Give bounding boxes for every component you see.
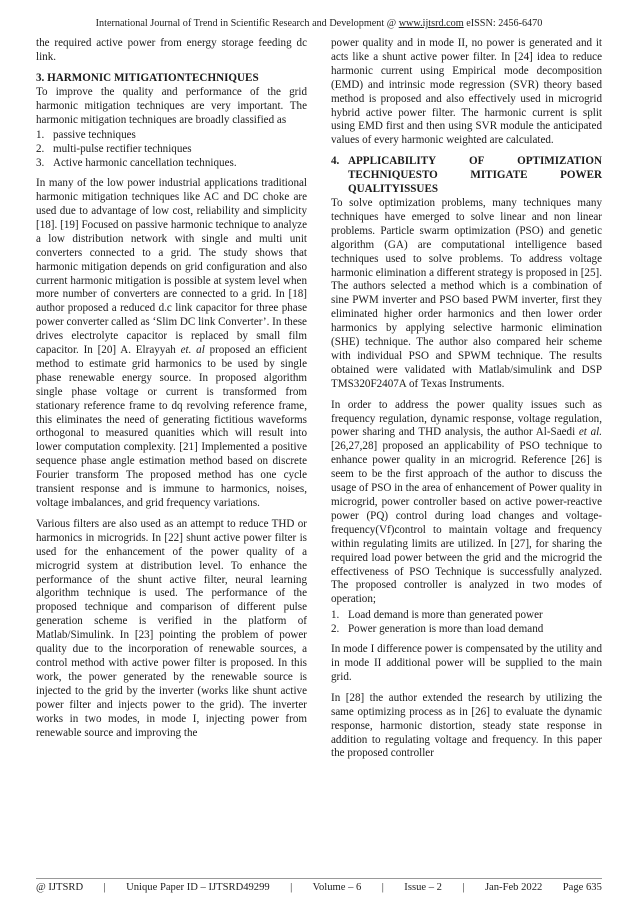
- section-heading: 4. APPLICABILITY OF OPTIMIZATION TECHNIQUESTO MITIGATE POWER QUALITYISSUES: [331, 155, 602, 196]
- footer-journal: @ IJTSRD: [36, 882, 84, 893]
- footer-paper-id: Unique Paper ID – IJTSRD49299: [126, 882, 270, 893]
- list-item: 2. Power generation is more than load demand: [331, 623, 544, 636]
- header-text: International Journal of Trend in Scientific Research and Development @: [95, 18, 399, 29]
- footer-divider: [36, 878, 602, 879]
- right-column: [331, 37, 602, 768]
- running-header: [0, 18, 638, 29]
- footer-separator: |: [381, 882, 384, 893]
- left-column: [36, 37, 307, 747]
- footer-date: Jan-Feb 2022: [484, 882, 543, 893]
- paragraph: To improve the quality and performance of the grid harmonic mitigation techniques are very important. The harmonic mitigation techniques are broadly classified as: [36, 85, 307, 126]
- footer-separator: |: [290, 882, 293, 893]
- footer-separator: |: [462, 882, 465, 893]
- paragraph: In mode I difference power is compensated by the utility and in mode II additional power will be supplied to the main grid.: [331, 643, 602, 683]
- paragraph: In many of the low power industrial applications traditional harmonic mitigation techniques like AC and DC choke are used due to advantage of low cost, reliability and simplicity [18]. [19] Focused on passive harmonic technique to analyze a low distribution network with single and multi unit converters connected to a grid. The study shows that harmonic mitigation depends on grid configuration and also current harmonic mitigation is possible at system level when more number of converters are connected to a grid. In [18] author proposed a reduced d.c link capacitor for three phase power converter called as ‘Slim DC link Converter’. In these drives electrolyte capacitor is replaced by small film capacitor. In [20] A. Elrayyah et. al proposed an efficient method to estimate grid harmonics to be used by single phase renewable energy source. In proposed algorithm single phase voltage or current is transformed from stationary reference frame to dq revolving reference frame, this eliminates the need of generating fictitious waveforms orthogonal to measured quanities which will result into lower computation complexity. [21] Implemented a positive sequence phase angle estimation method based on discrete Fourier transform The proposed method has one cycle transient response and is immune to harmonics, noises, voltage imbalances, and grid frequency variations.: [36, 177, 308, 509]
- list-item: 3. Active harmonic cancellation techniques.: [36, 157, 237, 170]
- paragraph: the required active power from energy storage feeding dc link.: [36, 37, 307, 63]
- paragraph: To solve optimization problems, many techniques many techniques have emerged to solve linear and non linear problems. Particle swarm optimization (PSO) and genetic algorithm (GA) are computational intelligence based techniques used to solve problems. To address voltage harmonic elimination a different strategy is proposed in [25]. The authors selected a method which is a combination of sine PWM inverter and PSO based PWM inverter, first they eliminated higher order harmonics and then lower order harmonics by applying selective harmonic elimination (SHE) technique. The author also compared heir scheme with individual PSO and SPWM technique. The results obtained were validated with Matlab/simulink and DSP TMS320F2407A of Texas Instruments.: [331, 196, 602, 390]
- paragraph: power quality and in mode II, no power is generated and it acts like a shunt active power filter. In [24] idea to reduce harmonic current using Empirical mode decomposition (EMD) and intrinsic mode regression (SVR) theory based method is proposed and also effectively used in microgrid hybrid active power filter. The harmonic current is split using EMD first and then using SVR module the anticipated values of every harmonic weighted are calculated.: [331, 37, 602, 147]
- journal-website-link[interactable]: www.ijtsrd.com: [398, 18, 464, 29]
- paragraph: In order to address the power quality issues such as frequency regulation, dynamic response, voltage regulation, power sharing and THD analysis, the author Al-Saedi et al. [26,27,28] proposed an applicability of PSO technique to enhance power quality in an microgrid. Reference [26] is seem to be the first approach of the author to discuss the usage of PSO in the area of enhancement of Power quality in microgrid, power controller based on active power-reactive power (PQ) control during load changes and voltage-frequency(Vf)control to maintain voltage and frequency within regulating limits are utilized. In [27], for sharing the required load power between the grid and the microgrid the effectiveness of PSO Technique is successfully analyzed. The proposed controller is analyzed in two modes of operation;: [331, 398, 602, 606]
- paragraph: In [28] the author extended the research by utilizing the same optimizing process as in [26] to evaluate the dynamic response, harmonic distortion, steady state response in addition to regulating voltage and frequency. In this paper the proposed controller: [331, 691, 602, 760]
- header-issn: eISSN: 2456-6470: [463, 18, 543, 29]
- footer-issue: Issue – 2: [404, 882, 442, 893]
- section-heading: 3. HARMONIC MITIGATIONTECHNIQUES: [36, 71, 259, 84]
- list-item: 1. passive techniques: [36, 129, 136, 142]
- footer-page-number: Page 635: [562, 882, 602, 893]
- list-item: 2. multi-pulse rectifier techniques: [36, 143, 192, 156]
- mode-list: [331, 609, 602, 637]
- paragraph: Various filters are also used as an attempt to reduce THD or harmonics in microgrids. In [22] shunt active power filter is used for the enhancement of the power quality of a microgrid system at distribution level. To enhance the performance of the shunt active filter, neural learning algorithm technique is used. The performance of the proposed technique and comparison of different pulse generation scheme is verified in the platform of Matlab/Simulink. In [23] pointing the problem of power quality due to the incorporation of renewable sources, a control method with active power filter is proposed. In this work, the power generated by the renewable source is injected to the grid by the inverter (works like shunt active power filter and injects power to the grid). The inverter works in two modes, in mode I, injecting power from renewable source and improving the: [36, 517, 307, 739]
- running-footer: [36, 882, 602, 893]
- technique-list: [36, 129, 307, 171]
- footer-volume: Volume – 6: [312, 882, 362, 893]
- list-item: 1. Load demand is more than generated power: [331, 609, 543, 622]
- footer-separator: |: [103, 882, 106, 893]
